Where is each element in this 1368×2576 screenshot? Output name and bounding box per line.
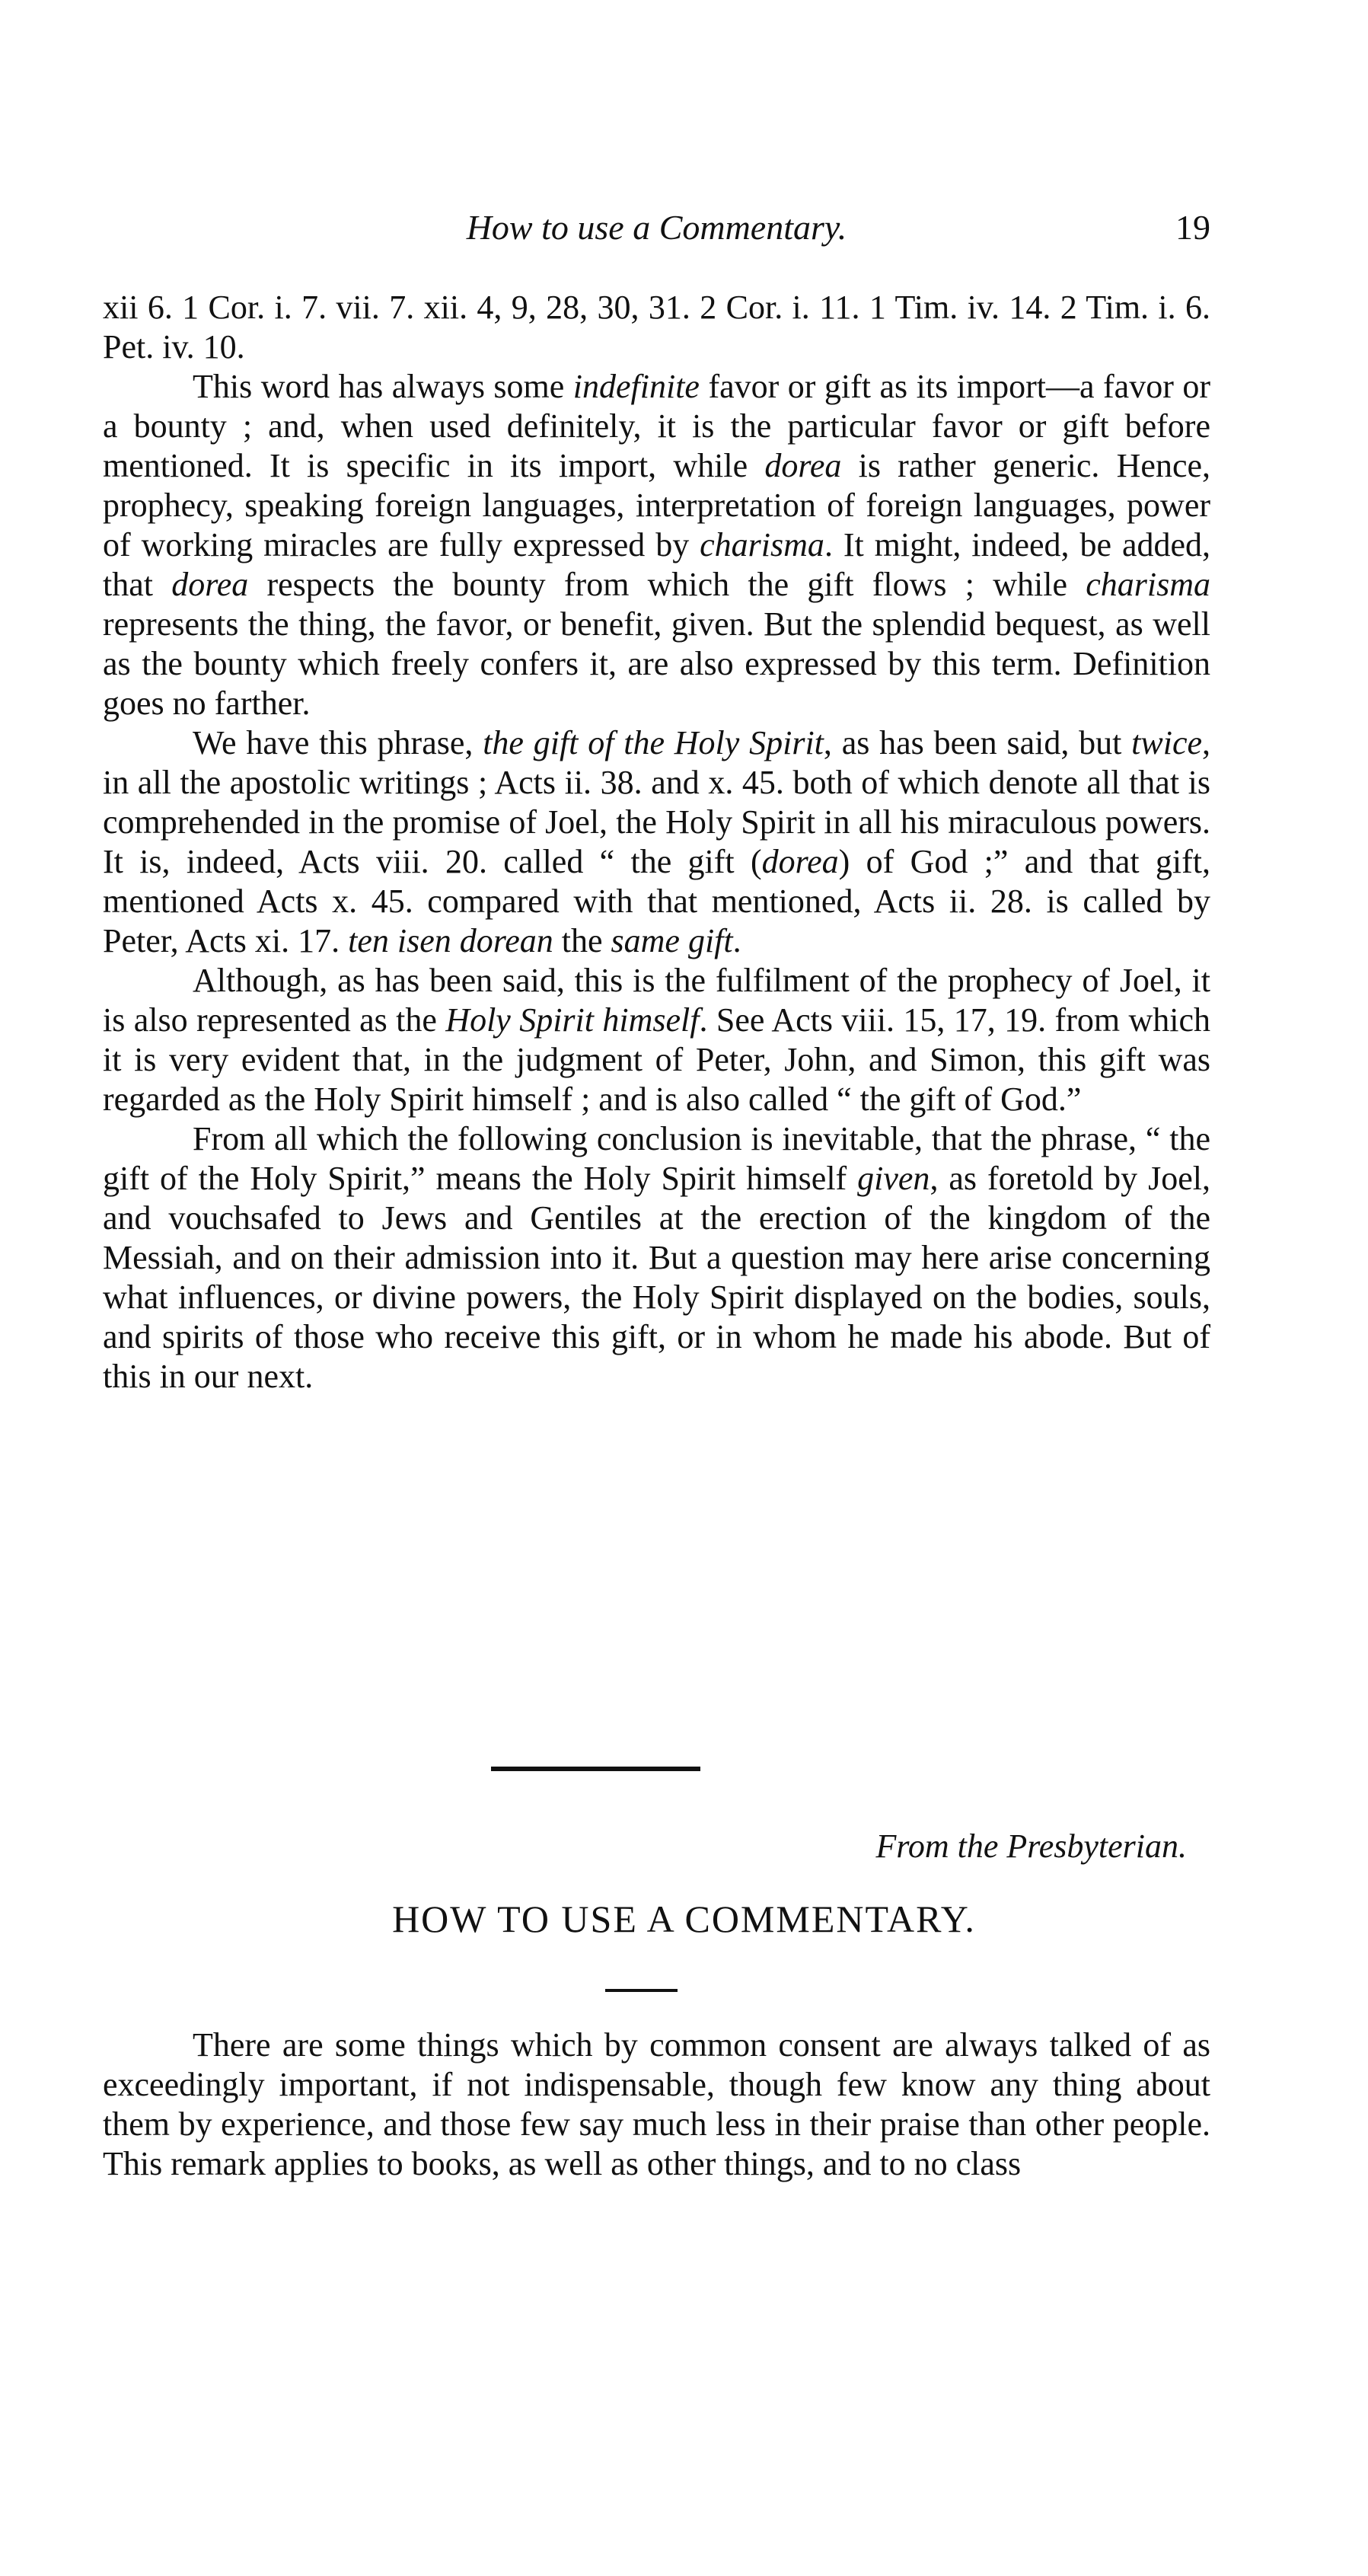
- paragraph: [103, 367, 1210, 723]
- paragraph: [103, 1119, 1210, 1397]
- paragraph: [103, 961, 1210, 1119]
- text-run: . It might, indeed, be added, that: [103, 526, 1211, 603]
- running-title: How to use a Commentary.: [466, 208, 847, 247]
- italic-run: dorea: [171, 566, 249, 603]
- italic-run: charisma: [1086, 566, 1210, 603]
- text-run: is rather generic. Hence, prophecy, speaking foreign languages, interpretation of foreign languages, power of working miracles are fully expressed by: [103, 447, 1211, 563]
- paragraph: [103, 288, 1210, 367]
- italic-run: charisma: [700, 526, 824, 563]
- text-run: There are some things which by common consent are always talked of as exceedingly important, if not indispensable, though few know any thing about them by experience, and those few say much less in their praise than other people. This remark applies to books, as well as other things, and to no class: [103, 2026, 1210, 2182]
- text-run: ) of God ;” and that gift, mentioned Acts x. 45. compared with that mentioned, Acts ii. 28. is called by Peter, Acts xi. 17.: [103, 843, 1210, 959]
- text-run: the: [553, 922, 611, 959]
- section-divider: [491, 1767, 700, 1771]
- text-run: , in all the apostolic writings ; Acts ii. 38. and x. 45. both of which denote all that is comprehended in the promise of Joel, the Holy Spirit in all his miraculous powers. It is, indeed, Acts viii. 20. called “ the gift (: [103, 724, 1211, 880]
- text-run: . See Acts viii. 15, 17, 19. from which it is very evident that, in the judgment of Peter, John, and Simon, this gift was regarded as the Holy Spirit himself ; and is also called “ the gift of God.”: [103, 1001, 1210, 1118]
- italic-run: given: [857, 1160, 930, 1197]
- italic-run: ten isen dorean: [348, 922, 553, 959]
- text-run: respects the bounty from which the gift flows ; while: [248, 566, 1086, 603]
- text-run: favor or gift as its import—a favor or a bounty ; and, when used definitely, it is the particular favor or gift before mentioned. It is specific in its import, while: [103, 368, 1210, 484]
- text-run: .: [732, 922, 741, 959]
- italic-run: Holy Spirit himself: [445, 1001, 700, 1039]
- article-body: [103, 2025, 1210, 2184]
- text-run: represents the thing, the favor, or benefit, given. But the splendid bequest, as well as the bounty which freely confers it, are also expressed by this term. Definition goes no farther.: [103, 605, 1210, 722]
- paragraph: [103, 723, 1210, 961]
- text-run: , as foretold by Joel, and vouchsafed to Jews and Gentiles at the erection of the kingdom of the Messiah, and on their admission into it. But a question may here arise concerning what influences, or divine powers, the Holy Spirit displayed on the bodies, souls, and spirits of those who receive this gift, or in whom he made his abode. But of this in our next.: [103, 1160, 1210, 1395]
- title-divider: [605, 1989, 678, 1992]
- paragraph: [103, 2025, 1210, 2184]
- text-run: Although, as has been said, this is the fulfilment of the prophecy of Joel, it is also represented as the: [103, 962, 1210, 1039]
- text-run: , as has been said, but: [823, 724, 1132, 761]
- italic-run: twice: [1131, 724, 1203, 761]
- page-header: [103, 201, 1210, 254]
- text-run: This word has always some: [193, 368, 573, 405]
- italic-run: indefinite: [572, 368, 700, 405]
- page-number: 19: [1175, 208, 1210, 247]
- italic-run: dorea: [761, 843, 839, 880]
- italic-run: dorea: [764, 447, 842, 484]
- text-run: We have this phrase,: [193, 724, 483, 761]
- article-title: HOW TO USE A COMMENTARY.: [392, 1898, 976, 1940]
- italic-run: same gift: [611, 922, 733, 959]
- italic-run: the gift of the Holy Spirit: [483, 724, 824, 761]
- text-run: xii 6. 1 Cor. i. 7. vii. 7. xii. 4, 9, 28, 30, 31. 2 Cor. i. 11. 1 Tim. iv. 14. 2 Tim. i. 6. Pet. iv. 10.: [103, 289, 1210, 365]
- source-line: From the Presbyterian.: [875, 1827, 1187, 1865]
- main-body: [103, 288, 1210, 1397]
- text-run: From all which the following conclusion is inevitable, that the phrase, “ the gift of the Holy Spirit,” means the Holy Spirit himself: [103, 1120, 1210, 1197]
